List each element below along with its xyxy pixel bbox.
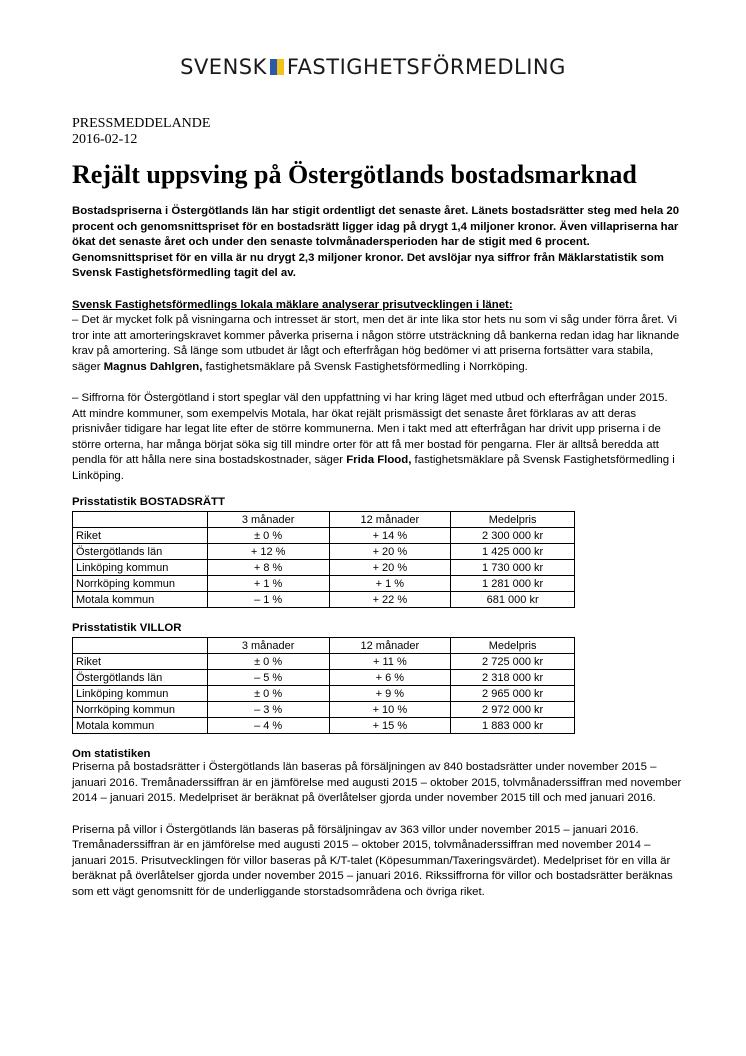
document-type: PRESSMEDDELANDE <box>72 116 211 131</box>
quote-1-text: – Det är mycket folk på visningarna och intresset är stort, men det är inte lika stor hets nu som vi såg under förra året. Vi tror inte att amorteringskravet kommer påverka priserna i någon större utsträckning då bankerna redan idag har liknande krav på amortering. Så länge som utbudet är lågt och efterfrågan hög bedömer vi att priserna fortsätter vara stabila, säger <box>72 314 680 373</box>
cell-12m: + 15 % <box>329 718 451 734</box>
quote-2 <box>72 391 682 484</box>
cell-3m: + 12 % <box>207 544 329 560</box>
table-row <box>73 702 575 718</box>
cell-12m: + 10 % <box>329 702 451 718</box>
cell-3m: ± 0 % <box>207 528 329 544</box>
lead-paragraph: Bostadspriserna i Östergötlands län har stigit ordentligt det senaste året. Länets bostadsrätter steg med hela 20 procent och genomsnittspriset för en bostadsrätt ligger idag på drygt 1,4 miljoner kronor. Även villapriserna har ökat det senaste året och under den senaste tolvmånadersperioden har de stigit med 6 procent. Genomsnittspriset för en villa är nu drygt 2,3 miljoner kronor. Det avslöjar nya siffror från Mäklarstatistik som Svensk Fastighetsförmedling tagit del av. <box>72 205 680 279</box>
table-villor <box>72 637 575 734</box>
table-row <box>73 686 575 702</box>
row-label: Motala kommun <box>73 592 208 608</box>
row-label: Östergötlands län <box>73 544 208 560</box>
table-header-cell: Medelpris <box>451 512 575 528</box>
table-row <box>73 592 575 608</box>
quote-2-role: fastighetsmäklare på Svensk Fastighetsförmedling i Linköping. <box>72 454 675 482</box>
about-paragraph-1: Priserna på bostadsrätter i Östergötlands län baseras på försäljningen av 840 bostadsrätter under november 2015 – januari 2016. Tremånaderssiffran är en jämförelse med augusti 2015 – oktober 2015, tolvmånaderssiffran med november 2014 – januari 2015. Medelpriset är beräknat på överlåtelser gjorda under november 2015 till och med januari 2016. <box>72 761 682 804</box>
table-header-cell: 12 månader <box>329 512 451 528</box>
cell-3m: + 8 % <box>207 560 329 576</box>
table-row <box>73 528 575 544</box>
cell-12m: + 6 % <box>329 670 451 686</box>
logo-text-right: FASTIGHETSFÖRMEDLING <box>286 55 566 79</box>
document-body <box>72 116 682 900</box>
table-header-cell: Medelpris <box>451 638 575 654</box>
cell-price: 1 281 000 kr <box>451 576 575 592</box>
table-header-row <box>73 638 575 654</box>
logo-flag-icon <box>270 59 284 75</box>
quote-2-name: Frida Flood, <box>346 454 412 466</box>
table-row <box>73 544 575 560</box>
cell-3m: + 1 % <box>207 576 329 592</box>
cell-12m: + 1 % <box>329 576 451 592</box>
table-row <box>73 718 575 734</box>
cell-price: 1 425 000 kr <box>451 544 575 560</box>
about-paragraph-2: Priserna på villor i Östergötlands län baseras på försäljningav av 363 villor under november 2015 – januari 2016. Tremånaderssiffran är en jämförelse med augusti 2015 – oktober 2015, tolvmånaderssiffran med november 2014 – januari 2015. Prisutvecklingen för villor baseras på K/T-talet (Köpesumman/Taxeringsvärdet). Medelpriset för en villa är beräknat på överlåtelser gjorda under november 2015 – januari 2016. Rikssiffrorna för villor och bostadsrätter beräknas som ett vägt genomsnitt för de underliggande storstadsområdena och övriga riket. <box>72 823 673 898</box>
brand-logo <box>0 55 746 79</box>
cell-3m: – 5 % <box>207 670 329 686</box>
cell-price: 2 965 000 kr <box>451 686 575 702</box>
cell-12m: + 20 % <box>329 560 451 576</box>
table-bostadsratt-title: Prisstatistik BOSTADSRÄTT <box>72 496 225 508</box>
table-row <box>73 560 575 576</box>
cell-3m: ± 0 % <box>207 686 329 702</box>
row-label: Norrköping kommun <box>73 702 208 718</box>
document-date: 2016-02-12 <box>72 132 138 147</box>
cell-3m: – 1 % <box>207 592 329 608</box>
analysis-heading: Svensk Fastighetsförmedlings lokala mäklare analyserar prisutvecklingen i länet: <box>72 298 513 311</box>
cell-12m: + 9 % <box>329 686 451 702</box>
cell-12m: + 22 % <box>329 592 451 608</box>
table-header-cell: 3 månader <box>207 638 329 654</box>
about-heading: Om statistiken <box>72 748 151 760</box>
cell-12m: + 14 % <box>329 528 451 544</box>
cell-price: 2 725 000 kr <box>451 654 575 670</box>
cell-price: 681 000 kr <box>451 592 575 608</box>
analysis-section <box>72 298 682 376</box>
row-label: Linköping kommun <box>73 686 208 702</box>
quote-2-text: – Siffrorna för Östergötland i stort speglar väl den uppfattning vi har kring läget med utbud och efterfrågan under 2015. Att mindre kommuner, som exempelvis Motala, har ökat rejält prismässigt det senaste året förklaras av att deras prisnivåer tidigare har legat lite efter de större kommunerna. Men i takt med att efterfrågan har drivit upp priserna i de större orterna, har många börjat söka sig till mindre orter för att få mer bostad för pengarna. Fler är alltså beredda att pendla för att hålla nere sina bostadskostnader, säger <box>72 392 668 466</box>
table-header-cell: 12 månader <box>329 638 451 654</box>
cell-price: 2 318 000 kr <box>451 670 575 686</box>
cell-3m: – 4 % <box>207 718 329 734</box>
cell-price: 1 883 000 kr <box>451 718 575 734</box>
table-header-cell: 3 månader <box>207 512 329 528</box>
cell-12m: + 20 % <box>329 544 451 560</box>
row-label: Linköping kommun <box>73 560 208 576</box>
table-row <box>73 576 575 592</box>
table-header-cell <box>73 512 208 528</box>
table-bostadsratt <box>72 511 575 608</box>
logo-text-left: SVENSK <box>180 55 267 79</box>
table-header-row <box>73 512 575 528</box>
row-label: Östergötlands län <box>73 670 208 686</box>
table-villor-title: Prisstatistik VILLOR <box>72 622 182 634</box>
row-label: Norrköping kommun <box>73 576 208 592</box>
cell-price: 1 730 000 kr <box>451 560 575 576</box>
page-title: Rejält uppsving på Östergötlands bostadsmarknad <box>72 160 637 189</box>
cell-12m: + 11 % <box>329 654 451 670</box>
press-meta <box>72 116 682 148</box>
table-header-cell <box>73 638 208 654</box>
row-label: Riket <box>73 528 208 544</box>
quote-1-name: Magnus Dahlgren, <box>103 360 203 373</box>
table-row <box>73 670 575 686</box>
cell-3m: – 3 % <box>207 702 329 718</box>
cell-3m: ± 0 % <box>207 654 329 670</box>
table-row <box>73 654 575 670</box>
cell-price: 2 300 000 kr <box>451 528 575 544</box>
row-label: Motala kommun <box>73 718 208 734</box>
quote-1-role: fastighetsmäklare på Svensk Fastighetsförmedling i Norrköping. <box>202 360 528 373</box>
row-label: Riket <box>73 654 208 670</box>
cell-price: 2 972 000 kr <box>451 702 575 718</box>
